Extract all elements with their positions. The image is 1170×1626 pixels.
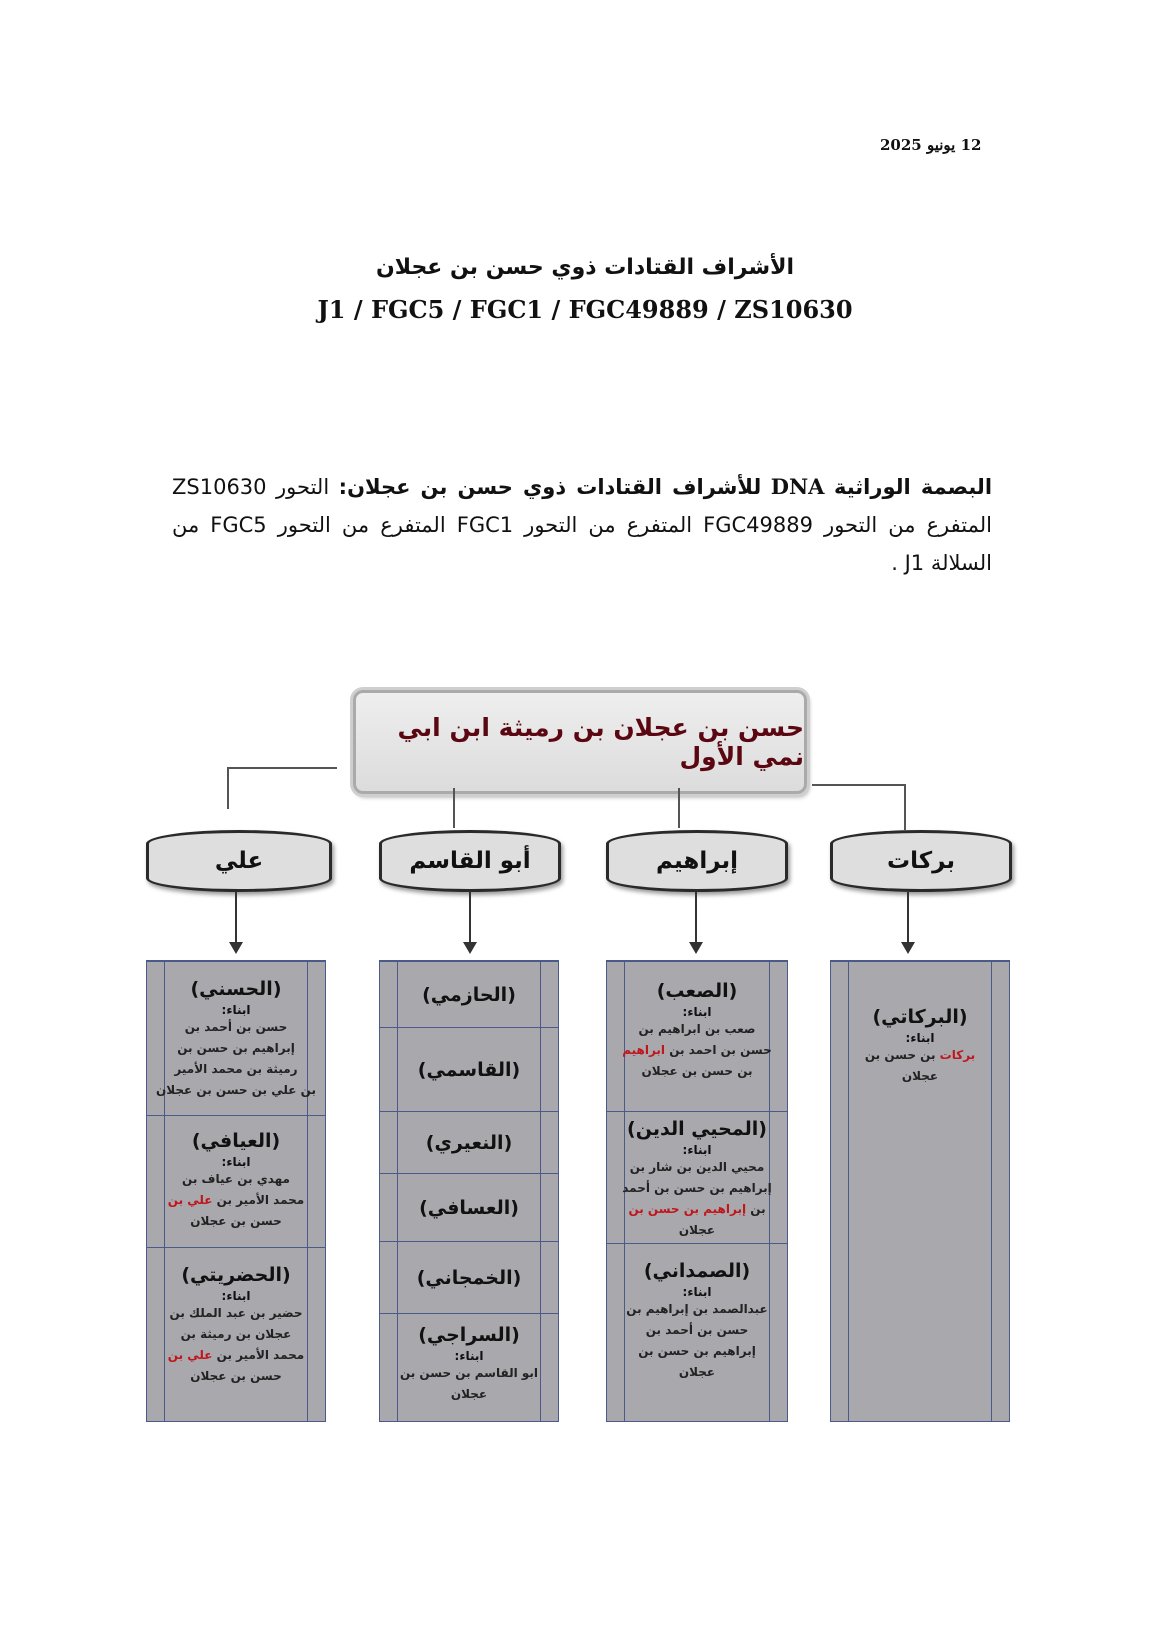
branch-abulqasim <box>379 830 561 892</box>
connector-right <box>812 784 906 830</box>
arrow-abulqasim <box>469 892 471 952</box>
cell-ayafi <box>147 1115 325 1262</box>
cell-line: بن <box>750 1202 766 1216</box>
column-ali <box>146 960 326 1422</box>
cell-title: (البركاتي) <box>872 1006 968 1028</box>
cell-line-highlight: عجلان <box>450 1387 488 1401</box>
cell-line: رميثة بن محمد الأمير <box>174 1062 298 1076</box>
cell-line: عبدالصمد بن إبراهيم بن <box>626 1302 768 1316</box>
cell-sons-label: ابناء: <box>682 1005 712 1019</box>
cell-khamjani <box>380 1241 558 1314</box>
branch-ali-label: علي <box>214 848 264 874</box>
cell-hasani <box>147 961 325 1132</box>
cell-line: عجلان <box>901 1069 939 1083</box>
document-date: 12 يونيو 2025 <box>880 136 982 154</box>
cell-line-highlight: ابو القاسم بن حسن بن <box>399 1366 539 1380</box>
cell-line: بن حسن بن عجلان <box>641 1064 753 1078</box>
cell-line-highlight: إبراهيم بن حسن بن <box>638 1344 756 1358</box>
cell-title: (الحازمي) <box>422 984 516 1006</box>
cell-line: حسن بن أحمد بن <box>184 1020 288 1034</box>
arrow-barakat <box>907 892 909 952</box>
cell-title: (القاسمي) <box>417 1059 521 1081</box>
cell-sons-label: ابناء: <box>682 1285 712 1299</box>
cell-assafi <box>380 1173 558 1242</box>
cell-title: (الحضريتي) <box>181 1264 291 1286</box>
cell-line: حسن بن أحمد بن <box>645 1323 749 1337</box>
cell-qasimi <box>380 1027 558 1112</box>
cell-line-highlight: عجلان <box>678 1365 716 1379</box>
cell-line: محمد الأمير بن <box>216 1193 305 1207</box>
cell-line: محيي الدين بن شار بن <box>629 1160 765 1174</box>
paragraph-lead-a: البصمة الوراثية <box>833 475 993 499</box>
haplogroup-path: J1 / FGC5 / FGC1 / FGC49889 / ZS10630 <box>317 295 853 324</box>
cell-line: إبراهيم بن حسن بن أحمد <box>622 1181 772 1195</box>
cell-barakati <box>831 961 1009 1466</box>
cell-saab <box>607 961 787 1130</box>
cell-line: حسن بن احمد بن <box>669 1043 772 1057</box>
column-barakat <box>830 960 1010 1422</box>
cell-line: محمد الأمير بن <box>216 1348 305 1362</box>
cell-sons-label: ابناء: <box>905 1031 935 1045</box>
column-abulqasim <box>379 960 559 1422</box>
cell-title: (العسافي) <box>419 1197 519 1219</box>
paragraph-body: التحور ZS10630 المتفرع من التحور FGC49889 المتفرع من التحور FGC1 المتفرع من التحور FGC5 من السلالة J1 . <box>172 475 992 575</box>
cell-hazimi <box>380 961 558 1028</box>
cell-sons-label: ابناء: <box>221 1003 251 1017</box>
cell-sons-label: ابناء: <box>454 1349 484 1363</box>
cell-title: (العيافي) <box>191 1130 281 1152</box>
cell-line-highlight: حسن بن عجلان <box>190 1369 282 1383</box>
cell-siraji <box>380 1313 558 1432</box>
cell-sons-label: ابناء: <box>221 1155 251 1169</box>
arrow-ali <box>235 892 237 952</box>
tree-root-label: حسن بن عجلان بن رميثة ابن ابي نمي الأول <box>397 713 804 771</box>
connector-left <box>227 767 337 809</box>
cell-line: مهدي بن عياف بن <box>182 1172 290 1186</box>
arrow-ibrahim <box>695 892 697 952</box>
branch-barakat-label: بركات <box>886 848 956 874</box>
cell-title: (الخمجاني) <box>416 1267 522 1289</box>
cell-title: (السراجي) <box>418 1324 520 1346</box>
paragraph-lead-dna: DNA <box>770 474 825 499</box>
cell-line-highlight: ابراهيم <box>622 1043 666 1057</box>
cell-hudayriti <box>147 1247 325 1438</box>
cell-nuayri <box>380 1111 558 1174</box>
cell-line-highlight: بن علي بن حسن بن عجلان <box>156 1083 316 1097</box>
cell-title: (الصمداني) <box>643 1260 751 1282</box>
cell-title: (الصعب) <box>656 980 738 1002</box>
cell-line-highlight: علي بن <box>167 1193 213 1207</box>
connector-mid-left <box>453 788 455 828</box>
column-ibrahim <box>606 960 788 1422</box>
branch-ibrahim <box>606 830 788 892</box>
cell-title: (النعيري) <box>425 1132 513 1154</box>
cell-sons-label: ابناء: <box>221 1289 251 1303</box>
dna-paragraph <box>172 468 992 582</box>
cell-line-highlight: إبراهيم بن حسن بن <box>628 1202 747 1216</box>
cell-line-highlight: علي بن <box>167 1348 213 1362</box>
cell-line: بن حسن بن <box>864 1048 936 1062</box>
cell-sons-label: ابناء: <box>682 1143 712 1157</box>
cell-line-highlight: بركات <box>939 1048 976 1062</box>
cell-line: إبراهيم بن حسن بن <box>177 1041 295 1055</box>
cell-title: (المحيي الدين) <box>627 1118 767 1140</box>
document-title: الأشراف القتادات ذوي حسن بن عجلان <box>375 255 795 280</box>
cell-line-highlight: عجلان <box>678 1223 716 1237</box>
branch-ibrahim-label: إبراهيم <box>655 848 739 874</box>
cell-title: (الحسني) <box>190 978 282 1000</box>
connector-mid-right <box>678 788 680 828</box>
cell-line: حضير بن عبد الملك بن <box>169 1306 303 1320</box>
tree-root <box>353 690 807 794</box>
cell-samadani <box>607 1243 787 1438</box>
branch-ali <box>146 830 332 892</box>
paragraph-lead-b: للأشراف القتادات ذوي حسن بن عجلان: <box>338 475 762 499</box>
cell-line: عجلان بن رميثة بن <box>180 1327 292 1341</box>
cell-line-highlight: حسن بن عجلان <box>190 1214 282 1228</box>
branch-abulqasim-label: أبو القاسم <box>409 848 531 874</box>
cell-line: صعب بن ابراهيم بن <box>638 1022 756 1036</box>
cell-muhyiddin <box>607 1111 787 1250</box>
branch-barakat <box>830 830 1012 892</box>
